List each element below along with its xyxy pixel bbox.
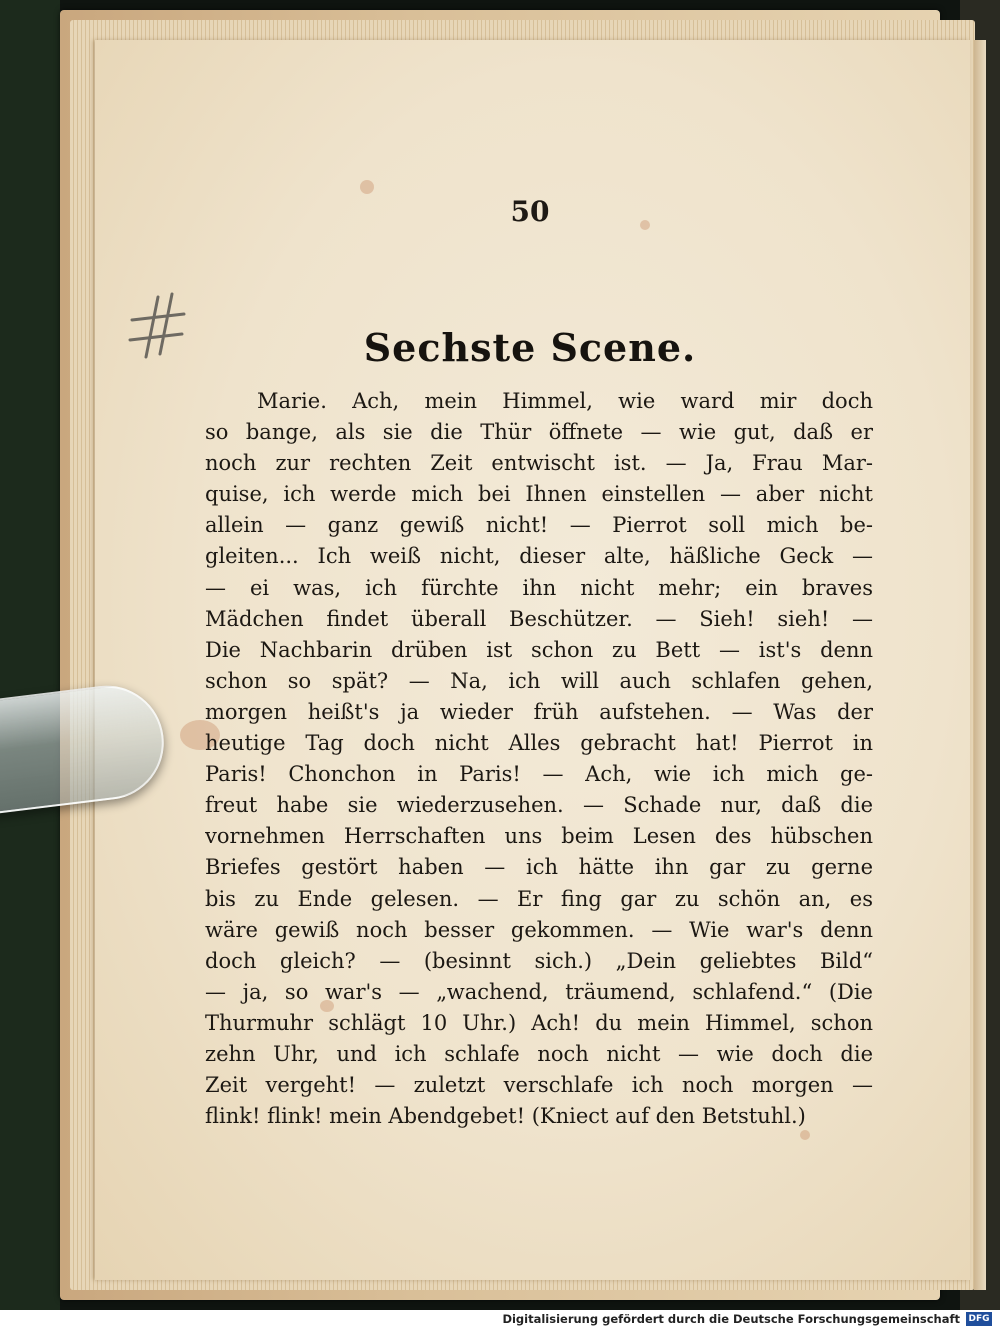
text-line: schon so spät? — Na, ich will auch schlafen gehen, bbox=[205, 668, 873, 693]
foxing-stain bbox=[360, 180, 374, 194]
text-line: heutige Tag doch nicht Alles gebracht hat! Pierrot in bbox=[205, 731, 873, 756]
text-line: vornehmen Herrschaften uns beim Lesen des hübschen bbox=[205, 824, 873, 849]
text-line: quise, ich werde mich bei Ihnen einstellen — aber nicht bbox=[205, 482, 873, 507]
text-line: Briefes gestört haben — ich hätte ihn gar zu gerne bbox=[205, 855, 873, 880]
scene-title: Sechste Scene. bbox=[363, 325, 697, 370]
text-line: zehn Uhr, und ich schlafe noch nicht — wie doch die bbox=[205, 1041, 873, 1066]
text-line: Die Nachbarin drüben ist schon zu Bett — ist's denn bbox=[205, 637, 873, 662]
text-line: Thurmuhr schlägt 10 Uhr.) Ach! du mein Himmel, schon bbox=[205, 1010, 873, 1035]
next-page-edge bbox=[974, 40, 986, 1290]
text-line: wäre gewiß noch besser gekommen. — Wie war's denn bbox=[205, 917, 873, 942]
footer-credit: Digitalisierung gefördert durch die Deutsche Forschungsgemeinschaft bbox=[502, 1312, 960, 1326]
text-line: allein — ganz gewiß nicht! — Pierrot soll mich be- bbox=[205, 513, 873, 538]
page-number: 50 bbox=[510, 195, 550, 228]
text-line: so bange, als sie die Thür öffnete — wie gut, daß er bbox=[205, 420, 873, 445]
text-line: doch gleich? — (besinnt sich.) „Dein geliebtes Bild“ bbox=[205, 948, 873, 973]
text-line: gleiten... Ich weiß nicht, dieser alte, häßliche Geck — bbox=[205, 544, 873, 569]
text-line: Paris! Chonchon in Paris! — Ach, wie ich mich ge- bbox=[205, 762, 873, 787]
background-left bbox=[0, 0, 60, 1310]
text-line: — ja, so war's — „wachend, träumend, schlafend.“ (Die bbox=[205, 979, 873, 1004]
text-line: morgen heißt's ja wieder früh aufstehen. — Was der bbox=[205, 699, 873, 724]
text-line: flink! flink! mein Abendgebet! (Kniect auf den Betstuhl.) bbox=[205, 1104, 806, 1129]
text-line: Mädchen findet überall Beschützer. — Sieh! sieh! — bbox=[205, 606, 873, 631]
foxing-stain bbox=[640, 220, 650, 230]
text-line: Marie. Ach, mein Himmel, wie ward mir doch bbox=[257, 389, 873, 413]
dfg-logo: DFG bbox=[966, 1312, 992, 1326]
text-line: noch zur rechten Zeit entwischt ist. — Ja, Frau Mar- bbox=[205, 451, 873, 476]
text-line: — ei was, ich fürchte ihn nicht mehr; ein braves bbox=[205, 575, 873, 600]
text-line: freut habe sie wiederzusehen. — Schade nur, daß die bbox=[205, 793, 873, 818]
pencil-hash-mark bbox=[128, 292, 188, 362]
body-text bbox=[205, 386, 873, 1132]
text-line: bis zu Ende gelesen. — Er fing gar zu schön an, es bbox=[205, 886, 873, 911]
text-line: Zeit vergeht! — zuletzt verschlafe ich noch morgen — bbox=[205, 1073, 873, 1098]
